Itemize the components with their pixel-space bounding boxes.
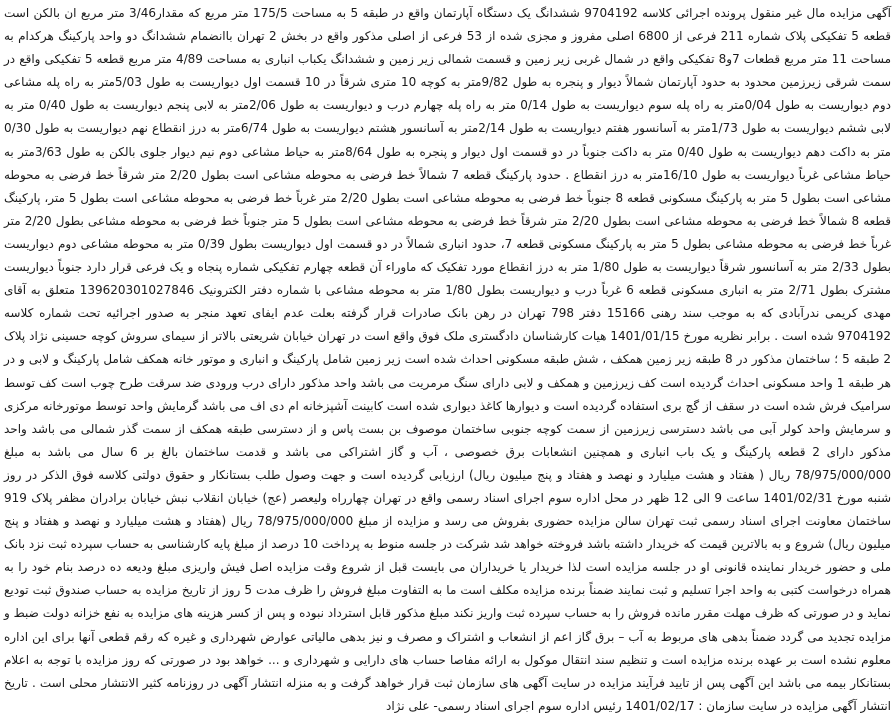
auction-notice-text: آگهی مزایده مال غیر منقول پرونده اجرائی کلاسه 9704192 ششدانگ یک دستگاه آپارتمان واقع در طبقه 5 به مساحت 175/5 متر مربع که مقدار3/46 متر مربع ان بالکن است قطعه 5 تفکیکی پلاک شماره 211 فرعی از 6800 اصلی مفروز و مجزی شده از 53 فرعی از اصلی مذکور واقع در بخش 2 تهران باانضمام ششدانگ دو واحد پارکینگ هرکدام به مساحت 11 متر مربع قطعات 7و8 تفکیکی واقع در شمال غربی زیر زمین و قسمت شمالی زیر زمین و ششدانگ یکباب انباری به مساحت 4/89 متر مربع قطعه 5 تفکیکی واقع در سمت شرقی زیرزمین محدود به حدود آپارتمان شمالاً دیوار و پنجره به طول 9/82متر به کوچه 10 متری شرقاً در 10 قسمت اول دیواریست به طول 5/03متر به راه پله مشاعی دوم دیواریست به طول 0/04متر به راه پله سوم دیواریست به طول 0/14 متر به راه پله چهارم درب و دیواریست به طول 2/06متر به لابی پنجم دیواریست به طول 0/40 متر به لابی ششم دیواریست به طول 1/73متر به آسانسور هفتم دیواریست به طول 2/14متر به آسانسور هشتم دیواریست به طول 6/74متر به درز انقطاع نهم دیواریست به طول 0/30 متر به داکت دهم دیواریست به طول 0/40 متر به داکت جنوباً در دو قسمت اول دیوار و پنجره به طول 8/64متر به حیاط مشاعی دوم نیم دیوار جلوی بالکن به طول 3/63متر به حیاط مشاعی غرباً دیواریست به طول 16/10متر به درز انقطاع . حدود پارکینگ قطعه 7 شمالاً خط فرضی به محوطه مشاعی است بطول 2/20 متر شرقاً خط فرضی به محوطه مشاعی است بطول 5 متر به پارکینگ مسکونی قطعه 8 جنوباً خط فرضی به محوطه مشاعی است بطول 2/20 متر غرباً خط فرضی به محوطه مشاعی است بطول 5 متر، پارکینگ قطعه 8 شمالاً خط فرضی به محوطه مشاعی است بطول 2/20 متر شرقاً خط فرضی به محوطه مشاعی است بطول 5 متر جنوباً خط فرضی به محوطه مشاعی بطول 2/20 متر غرباً خط فرضی به محوطه مشاعی بطول 5 متر به پارکینگ مسکونی قطعه 7، حدود انباری شمالاً در دو قسمت اول دیواریست بطول 0/39 متر به محوطه مشاعی دوم دیواریست بطول 2/33 متر به آسانسور شرقاً دیواریست به طول 1/80 متر به درز انقطاع مورد تفکیک که ماوراء آن قطعه چهارم تفکیکی شماره پنجاه و یک فرعی قرار دارد جنوباً دیواریست مشترک بطول 2/71 متر به انباری مسکونی قطعه 6 غرباً درب و دیواریست بطول 1/80 متر به محوطه مشاعی با شماره دفتر الکترونیک 139620301027846 متعلق به آقای مهدی کریمی ندرآبادی که به موجب سند رهنی 15166 دفتر 798 تهران در رهن بانک صادرات قرار گرفته بعلت عدم ایفای تعهد منجر به صدور اجرائیه تحت شماره کلاسه 9704192 شده است . برابر نظریه مورخ 1401/01/15 هیات کارشناسان دادگستری ملک فوق واقع است در تهران خیابان شریعتی بالاتر از سیمای سروش کوچه حسینی نژاد پلاک 2 طبقه 5 ؛ ساختمان مذکور در 8 طبقه زیر زمین همکف ، شش طبقه مسکونی احداث شده است زیر زمین شامل پارکینگ و انباری و موتور خانه همکف شامل پارکینگ و لابی و در هر طبقه 1 واحد مسکونی احداث گردیده است کف زیرزمین و همکف و لابی دارای سنگ مرمریت می باشد واحد مذکور دارای درب ورودی ضد سرقت طرح چوب است کف توسط سرامیک فرش شده است در سقف از گچ بری استفاده گردیده است و دیوارها کاغذ دیواری شده است کابینت آشپزخانه ام دی اف می باشد گرمایش واحد توسط موتورخانه مرکزی و سرمایش واحد کولر آبی می باشد دسترسی زیرزمین از سمت کوچه جنوبی ساختمان موصوف بن بست پاس و از دسترسی طبقه همکف از سمت گذر شمالی می باشد واحد مذکور دارای 2 قطعه پارکینگ و یک باب انباری و همچنین انشعابات برق خصوصی ، آب و گاز اشتراکی می باشد و قدمت ساختمان بالغ بر 6 سال می باشد به مبلغ 78/975/000/000 ریال ( هفتاد و هشت میلیارد و نهصد و هفتاد و پنج میلیون ریال) ارزیابی گردیده است و جهت وصول طلب بستانکار و حقوق دولتی کلاسه فوق الذکر در روز شنبه مورخ 1401/02/31 ساعت 9 الی 12 ظهر در محل اداره سوم اجرای اسناد رسمی واقع در تهران چهارراه ولیعصر (عج) خیابان انقلاب نبش خیابان برادران مظفر پلاک 919 ساختمان معاونت اجرای اسناد رسمی ثبت تهران سالن مزایده حضوری بفروش می رسد و مزایده از مبلغ 78/975/000/000 ریال (هفتاد و هشت میلیارد و نهصد و هفتاد و پنج میلیون ریال) شروع و به بالاترین قیمت که خریدار داشته باشد فروخته خواهد شد شرکت در جلسه منوط به پرداخت 10 درصد از مبلغ پایه کارشناسی به حساب سپرده ثبت نزد بانک ملی و حضور خریدار نماینده قانونی او در جلسه مزایده است لذا خریدار یا خریداران می بایست قبل از شروع وقت مزایده اصل فیش واریزی مبلغ ودیعه ده درصد بنام خود را به همراه درخواست کتبی به واحد اجرا تسلیم و ثبت نمایند ضمناً برنده مزایده مکلف است ما به التفاوت مبلغ فروش را ظرف مدت 5 روز از تاریخ مزایده به حساب صندوق ثبت تودیع نماید و در صورتی که ظرف مهلت مقرر مانده فروش را به حساب سپرده ثبت واریز نکند مبلغ مذکور قابل استرداد نبوده و پس از کسر هزینه های مزایده به نفع خزانه دولت ضبط و مزایده تجدید می گردد ضمناً بدهی های مربوط به آب – برق گاز اعم از انشعاب و اشتراک و مصرف و نیز بدهی مالیاتی عوارض شهرداری و غیره که رقم قطعی آنها برای این اداره معلوم نشده است بر عهده برنده مزایده است و تنظیم سند انتقال موکول به ارائه مفاصا حساب های دارایی و شهرداری و ... خواهد بود در صورتی که روز مزایده با توجه به اعلام بستانکار بیمه می باشد این آگهی پس از تایید فرآیند مزایده در سایت آگهی های سازمان ثبت قرار خواهد گرفت و به منزله انتشار آگهی در روزنامه کثیر الانتشار محلی است . تاریخ انتشار آگهی مزایده در سایت سازمان : 1401/02/17 رئیس اداره سوم اجرای اسناد رسمی- علی نژاد (4, 6, 892, 713)
